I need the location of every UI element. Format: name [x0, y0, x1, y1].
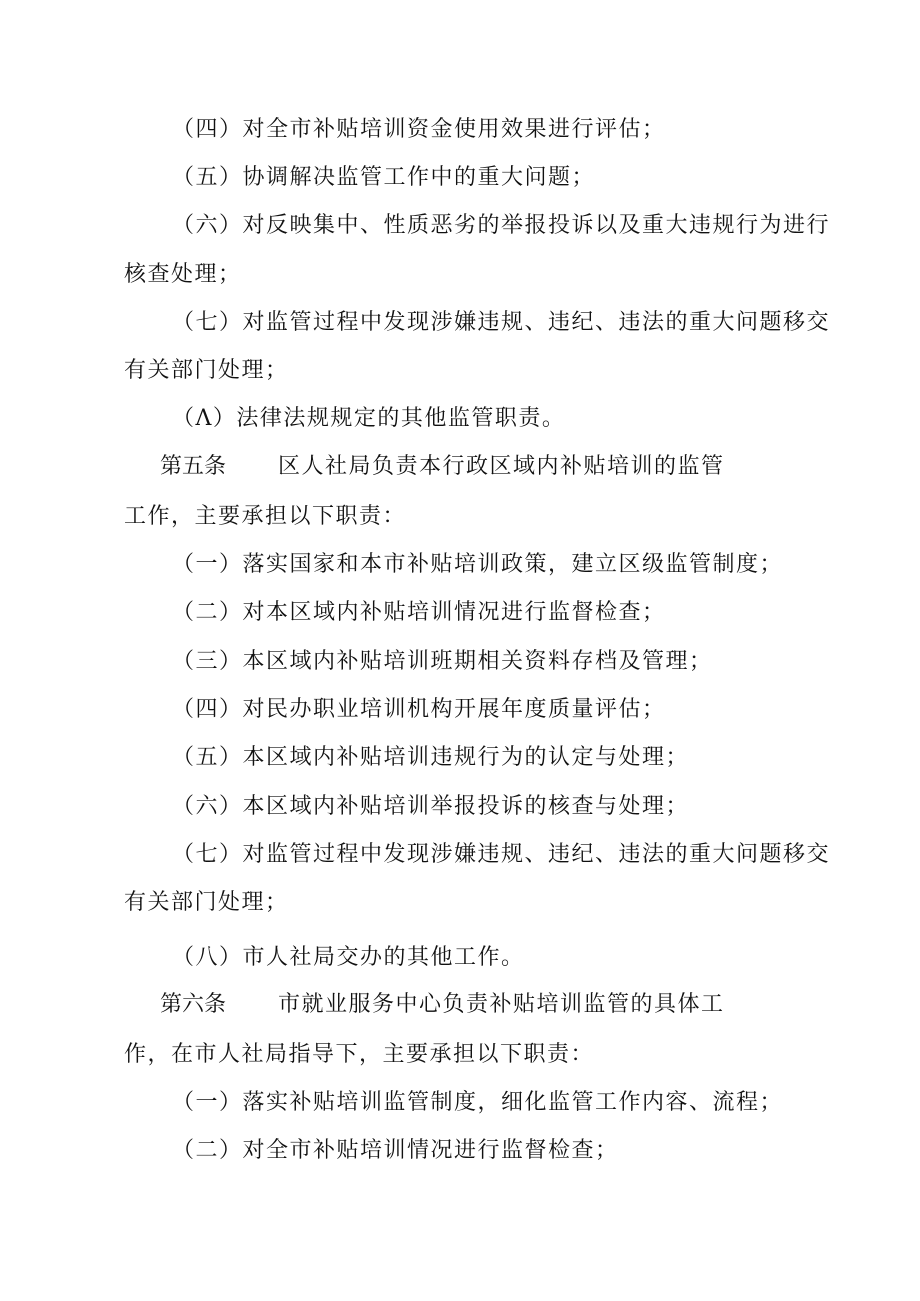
- paragraph-line: （六）本区域内补贴培训举报投诉的核查与处理；: [172, 794, 690, 819]
- paragraph-line: （二）对全市补贴培训情况进行监督检查；: [172, 1138, 619, 1163]
- article-5-label: 第五条: [160, 454, 227, 479]
- paragraph-line: （四）对民办职业培训机构开展年度质量评估；: [172, 697, 666, 722]
- paragraph-line: 工作，主要承担以下职责：: [124, 504, 407, 529]
- paragraph-line: （五）协调解决监管工作中的重大问题；: [172, 165, 596, 190]
- paragraph-line: （二）对本区域内补贴培训情况进行监督检查；: [172, 600, 666, 625]
- paragraph-line: （一）落实补贴培训监管制度，细化监管工作内容、流程；: [172, 1090, 784, 1115]
- paragraph-line: （三）本区域内补贴培训班期相关资料存档及管理；: [172, 649, 713, 674]
- paragraph-line: （七）对监管过程中发现涉嫌违规、违纪、违法的重大问题移交: [172, 842, 831, 867]
- paragraph-line: 作，在市人社局指导下，主要承担以下职责：: [124, 1042, 595, 1067]
- paragraph-line: （一）落实国家和本市补贴培训政策，建立区级监管制度；: [172, 552, 784, 577]
- paragraph-line: 核查处理；: [124, 262, 242, 287]
- article-5-text: 区人社局负责本行政区域内补贴培训的监管: [278, 454, 725, 479]
- article-6-text: 市就业服务中心负责补贴培训监管的具体工: [278, 992, 725, 1017]
- paragraph-line: （Λ）法律法规规定的其他监管职责。: [172, 406, 566, 431]
- paragraph-line: （六）对反映集中、性质恶劣的举报投诉以及重大违规行为进行: [172, 213, 831, 238]
- paragraph-line: （七）对监管过程中发现涉嫌违规、违纪、违法的重大问题移交: [172, 310, 831, 335]
- paragraph-line: 有关部门处理；: [124, 890, 289, 915]
- paragraph-line: 有关部门处理；: [124, 358, 289, 383]
- paragraph-line: （八）市人社局交办的其他工作。: [172, 945, 525, 970]
- article-6-label: 第六条: [160, 992, 227, 1017]
- paragraph-line: （四）对全市补贴培训资金使用效果进行评估；: [172, 117, 666, 142]
- paragraph-line: （五）本区域内补贴培训违规行为的认定与处理；: [172, 745, 690, 770]
